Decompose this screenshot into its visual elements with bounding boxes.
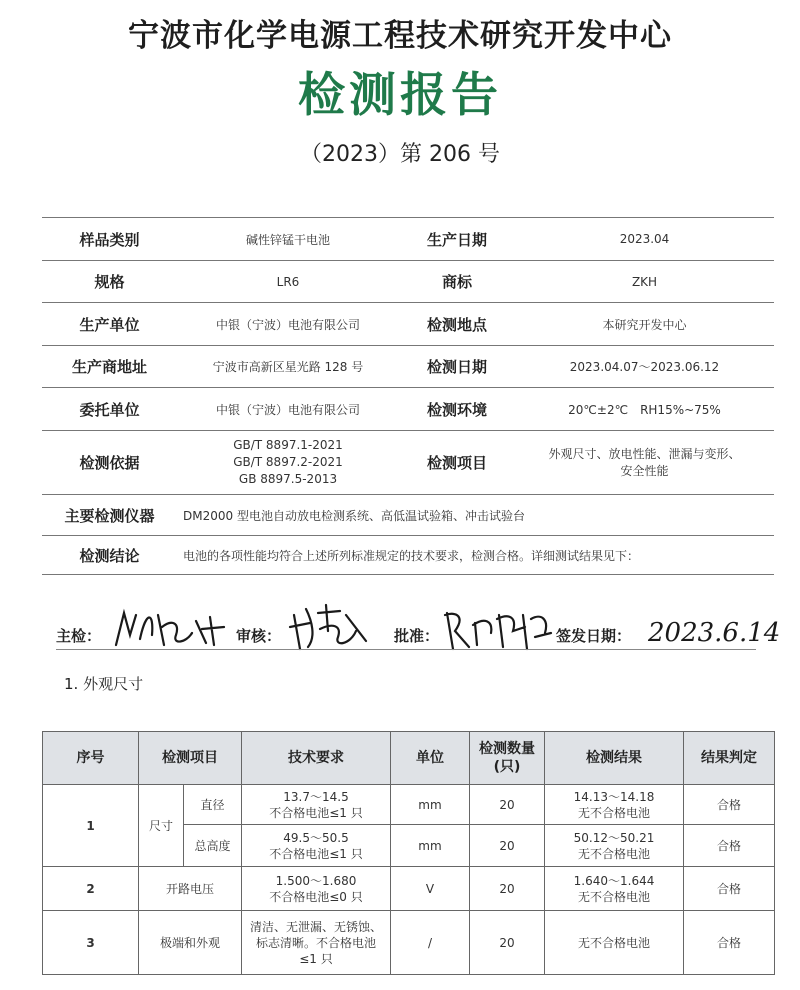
row-subitem: 总高度: [184, 825, 242, 867]
brand-value: ZKH: [515, 261, 774, 303]
result-line: 14.13～14.18: [573, 789, 655, 804]
environment-label: 检测环境: [399, 388, 515, 431]
basis-label: 检测依据: [42, 431, 177, 495]
items-value: [515, 431, 774, 495]
organization-name: 宁波市化学电源工程技术研究开发中心: [128, 18, 672, 54]
header-index: 序号: [43, 732, 139, 785]
row-quantity: 20: [470, 825, 545, 867]
basis-value: [177, 431, 399, 495]
test-date-label: 检测日期: [399, 346, 515, 388]
header-result: 检测结果: [545, 732, 684, 785]
report-title: 检测报告: [298, 68, 502, 123]
reviewer-signature: [286, 601, 376, 653]
requirement-line: 49.5～50.5: [283, 830, 349, 845]
spec-label: 规格: [42, 261, 177, 303]
approver-signature: [441, 603, 556, 653]
row-requirement: [242, 785, 391, 825]
header-test-item: 检测项目: [139, 732, 242, 785]
conclusion-value: 电池的各项性能均符合上述所列标准规定的技术要求，检测合格。详细测试结果见下：: [177, 536, 774, 575]
row-requirement: [242, 867, 391, 911]
test-location-label: 检测地点: [399, 303, 515, 346]
row-result: [545, 867, 684, 911]
row-requirement: [242, 911, 391, 975]
requirement-line: 不合格电池≤1 只: [269, 805, 363, 820]
header-requirement: 技术要求: [242, 732, 391, 785]
result-line: 无不合格电池: [577, 846, 650, 861]
report-number: （2023）第 206 号: [300, 142, 500, 167]
result-line: 无不合格电池: [577, 889, 650, 904]
row-unit: mm: [391, 785, 470, 825]
info-table: [42, 217, 774, 575]
environment-value: 20℃±2℃ RH15%~75%: [515, 388, 774, 431]
row-unit: /: [391, 911, 470, 975]
inspector-signature: [106, 605, 236, 653]
address-value: 宁波市高新区星光路 128 号: [177, 346, 399, 388]
requirement-line: 不合格电池≤1 只: [269, 846, 363, 861]
spec-value: LR6: [177, 261, 399, 303]
result-line: 50.12～50.21: [573, 830, 655, 845]
row-index: 1: [43, 785, 139, 867]
row-requirement: [242, 825, 391, 867]
signature-line: [56, 605, 781, 655]
row-index: 2: [43, 867, 139, 911]
production-date-label: 生产日期: [399, 218, 515, 261]
row-verdict: 合格: [684, 825, 775, 867]
instruments-value: DM2000 型电池自动放电检测系统、高低温试验箱、冲击试验台: [177, 495, 774, 536]
row-unit: mm: [391, 825, 470, 867]
approver-label: 批准：: [394, 627, 440, 645]
header-quantity: 检测数量 (只): [470, 732, 545, 785]
basis-line: GB/T 8897.2-2021: [233, 455, 343, 469]
requirement-line: 清洁、无泄漏、无锈蚀、: [249, 919, 382, 934]
row-verdict: 合格: [684, 785, 775, 825]
address-label: 生产商地址: [42, 346, 177, 388]
row-quantity: 20: [470, 785, 545, 825]
requirement-line: ≤1 只: [299, 951, 333, 966]
manufacturer-value: 中银（宁波）电池有限公司: [177, 303, 399, 346]
row-verdict: 合格: [684, 911, 775, 975]
issue-date-label: 签发日期：: [556, 627, 632, 645]
client-value: 中银（宁波）电池有限公司: [177, 388, 399, 431]
sample-category-label: 样品类别: [42, 218, 177, 261]
items-line: 外观尺寸、放电性能、泄漏与变形、: [548, 446, 741, 461]
row-verdict: 合格: [684, 867, 775, 911]
requirement-line: 不合格电池≤0 只: [269, 889, 363, 904]
basis-line: GB 8897.5-2013: [238, 472, 338, 486]
row-result: [545, 911, 684, 975]
items-label: 检测项目: [399, 431, 515, 495]
row-item: 极端和外观: [139, 911, 242, 975]
measurement-table: [42, 731, 775, 975]
header-verdict: 结果判定: [684, 732, 775, 785]
requirement-line: 13.7～14.5: [283, 789, 349, 804]
reviewer-label: 审核：: [236, 627, 282, 645]
brand-label: 商标: [399, 261, 515, 303]
svg-text:2023.6.14: 2023.6.14: [648, 618, 781, 648]
row-result: [545, 785, 684, 825]
row-index: 3: [43, 911, 139, 975]
basis-line: GB/T 8897.1-2021: [233, 438, 343, 452]
items-line: 安全性能: [620, 463, 669, 478]
test-location-value: 本研究开发中心: [515, 303, 774, 346]
header-unit: 单位: [391, 732, 470, 785]
table-row: [43, 867, 775, 911]
result-line: 无不合格电池: [577, 935, 650, 950]
conclusion-label: 检测结论: [42, 536, 177, 575]
row-quantity: 20: [470, 911, 545, 975]
table-row: [43, 785, 775, 825]
signature-underline: [56, 649, 756, 650]
sample-category-value: 碱性锌锰干电池: [177, 218, 399, 261]
production-date-value: 2023.04: [515, 218, 774, 261]
client-label: 委托单位: [42, 388, 177, 431]
result-line: 1.640～1.644: [573, 873, 655, 888]
requirement-line: 标志清晰。不合格电池: [255, 935, 376, 950]
result-line: 无不合格电池: [577, 805, 650, 820]
row-quantity: 20: [470, 867, 545, 911]
section-title: 1. 外观尺寸: [64, 675, 144, 693]
requirement-line: 1.500～1.680: [275, 873, 357, 888]
table-row: [43, 911, 775, 975]
row-unit: V: [391, 867, 470, 911]
instruments-label: 主要检测仪器: [42, 495, 177, 536]
test-date-value: 2023.04.07～2023.06.12: [515, 346, 774, 388]
row-subitem: 直径: [184, 785, 242, 825]
issue-date-handwritten: [646, 607, 781, 651]
manufacturer-label: 生产单位: [42, 303, 177, 346]
row-result: [545, 825, 684, 867]
inspector-label: 主检：: [56, 627, 102, 645]
row-item: 尺寸: [139, 785, 184, 867]
row-item: 开路电压: [139, 867, 242, 911]
